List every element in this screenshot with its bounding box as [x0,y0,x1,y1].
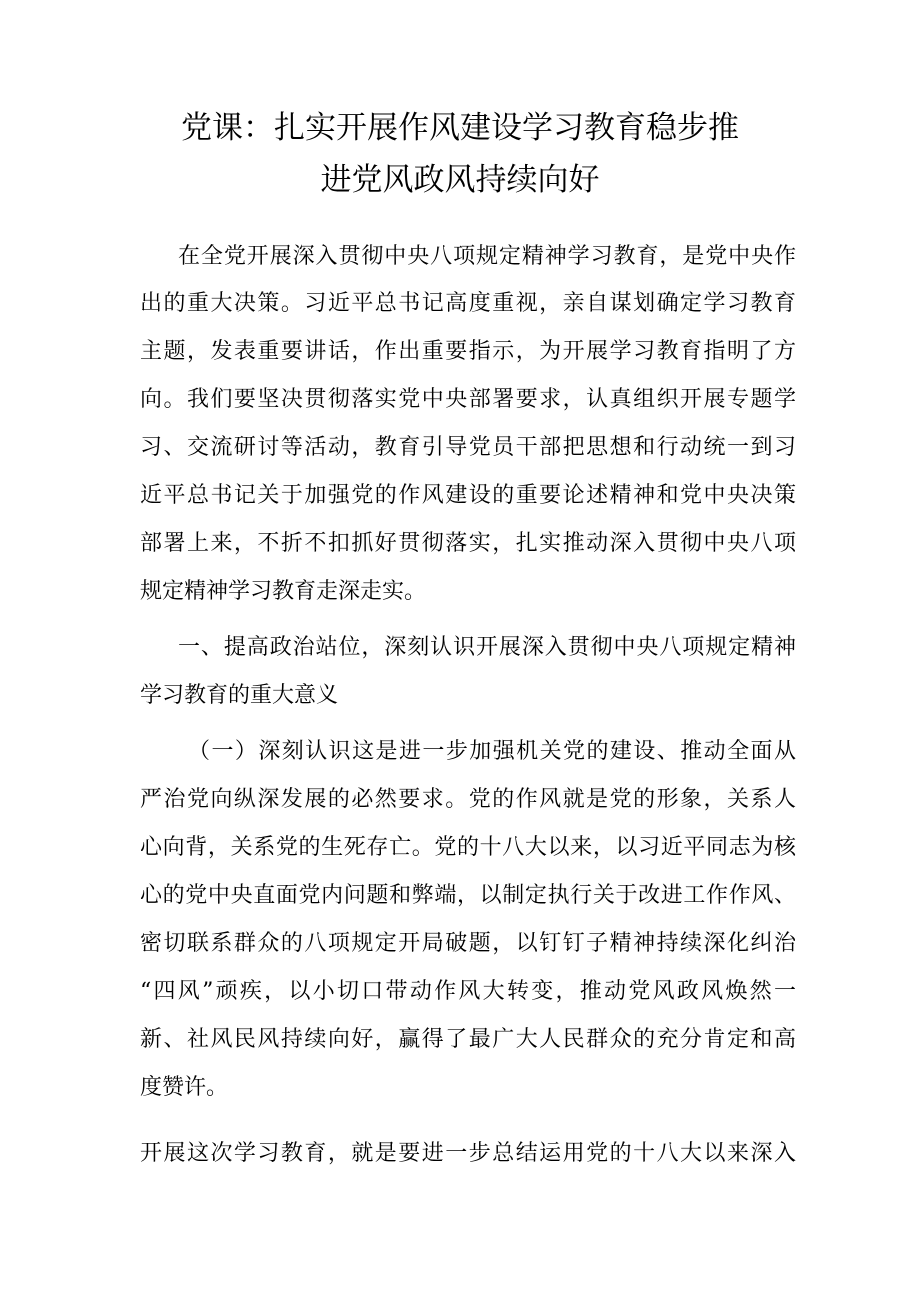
paragraph-1-line: 在全党开展深入贯彻中央八项规定精神学习教育，是党中央作 [178,244,796,269]
paragraph-1-line: 规定精神学习教育走深走实。 [140,579,427,604]
paragraph-1-line: 习、交流研讨等活动，教育引导党员干部把思想和行动统一到习 [140,435,796,460]
section-heading-line: 一、提高政治站位，深刻认识开展深入贯彻中央八项规定精神 [178,635,796,660]
paragraph-2-line: 密切联系群众的八项规定开局破题，以钉钉子精神持续深化纠治 [140,931,796,956]
paragraph-1-line: 出的重大决策。习近平总书记高度重视，亲自谋划确定学习教育 [140,291,796,316]
paragraph-2-line: 严治党向纵深发展的必然要求。党的作风就是党的形象，关系人 [140,787,796,812]
document-title-line-1: 党课：扎实开展作风建设学习教育稳步推 [181,110,739,146]
paragraph-2-line: 度赞许。 [140,1075,229,1100]
paragraph-2-line: “四风”顽疾，以小切口带动作风大转变，推动党风政风焕然一 [140,979,796,1004]
section-heading-line: 学习教育的重大意义 [140,683,339,708]
paragraph-2-line: 心的党中央直面党内问题和弊端，以制定执行关于改进工作作风、 [140,883,796,908]
paragraph-2-line: 心向背，关系党的生死存亡。党的十八大以来，以习近平同志为核 [140,835,796,860]
paragraph-2-line: （一）深刻认识这是进一步加强机关党的建设、推动全面从 [188,739,796,764]
paragraph-1-line: 主题，发表重要讲话，作出重要指示，为开展学习教育指明了方 [140,339,796,364]
paragraph-1-line: 近平总书记关于加强党的作风建设的重要论述精神和党中央决策 [140,483,796,508]
paragraph-2-line: 新、社风民风持续向好，赢得了最广大人民群众的充分肯定和高 [140,1027,796,1052]
paragraph-1-line: 部署上来，不折不扣抓好贯彻落实，扎实推动深入贯彻中央八项 [140,531,796,556]
paragraph-3-line: 开展这次学习教育，就是要进一步总结运用党的十八大以来深入 [140,1141,796,1166]
document-title-line-2: 进党风政风持续向好 [320,162,600,198]
paragraph-1-line: 向。我们要坚决贯彻落实党中央部署要求，认真组织开展专题学 [140,387,796,412]
